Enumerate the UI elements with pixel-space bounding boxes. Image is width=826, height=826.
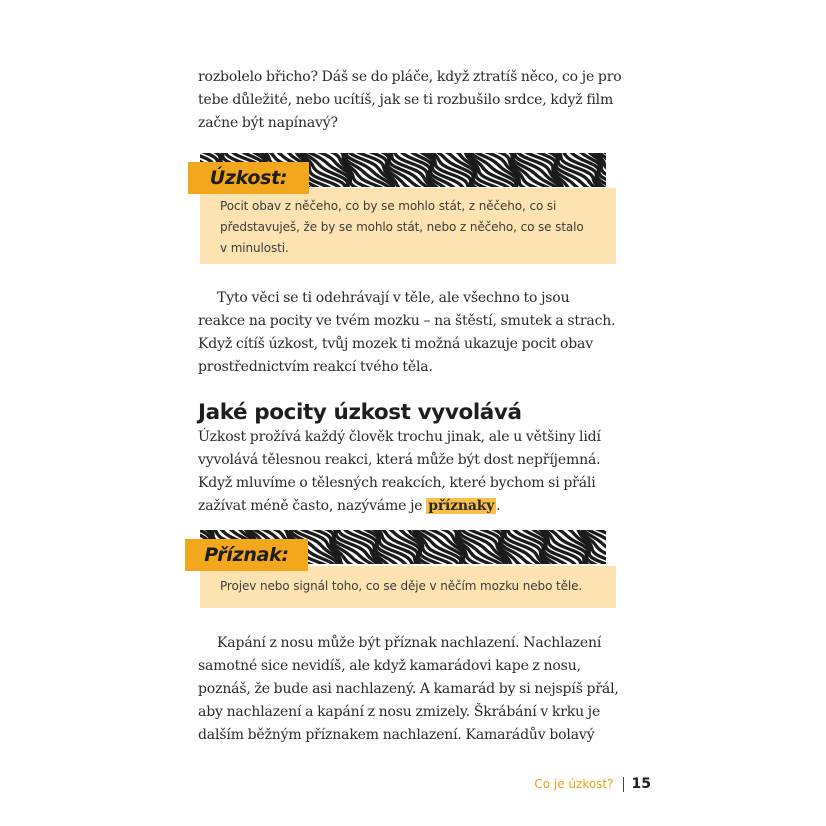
text-line: Kapání z nosu může být příznak nachlazení. Nachlazení <box>217 635 602 651</box>
page-number: 15 <box>631 776 651 792</box>
highlighted-term: příznaky <box>428 498 495 514</box>
footer-divider <box>623 777 624 792</box>
term-label-anxiety: Úzkost: <box>188 162 309 194</box>
text-line: aby nachlazení a kapání z nosu zmizely. Škrábání v krku je <box>198 704 601 720</box>
intro-paragraph <box>198 66 622 135</box>
body-paragraph-2 <box>198 426 618 518</box>
definition-line: představuješ, že by se mohlo stát, nebo z něčeho, co se stalo <box>220 220 584 234</box>
text-line: Když mluvíme o tělesných reakcích, které bychom si přáli <box>198 475 596 491</box>
text-line: Když cítíš úzkost, tvůj mozek ti možná ukazuje pocit obav <box>198 336 594 352</box>
text-line: reakce na pocity ve tvém mozku – na štěstí, smutek a strach. <box>198 313 616 329</box>
definition-line: v minulosti. <box>220 241 289 255</box>
definition-line: Pocit obav z něčeho, co by se mohlo stát, z něčeho, co si <box>220 199 557 213</box>
text-line: začne být napínavý? <box>198 115 338 131</box>
text-line: Úzkost prožívá každý člověk trochu jinak, ale u většiny lidí <box>198 429 601 445</box>
body-paragraph-3 <box>198 632 618 747</box>
definition-line: Projev nebo signál toho, co se děje v něčím mozku nebo těle. <box>220 579 583 593</box>
text-line: zažívat méně často, nazýváme je příznaky . <box>198 498 501 514</box>
page-footer <box>534 776 651 792</box>
text-line: vyvolává tělesnou reakci, která může být dost nepříjemná. <box>198 452 601 468</box>
term-label-symptom: Příznak: <box>185 539 308 571</box>
text-line: tebe důležité, nebo ucítíš, jak se ti rozbušilo srdce, když film <box>198 92 614 108</box>
text-line: dalším běžným příznakem nachlazení. Kamarádův bolavý <box>198 727 595 743</box>
text-line: prostřednictvím reakcí tvého těla. <box>198 359 433 375</box>
text-line: poznáš, že bude asi nachlazený. A kamarád by si nejspíš přál, <box>198 681 619 697</box>
text-line: rozbolelo břicho? Dáš se do pláče, když ztratíš něco, co je pro <box>198 69 622 85</box>
definition-box-symptom <box>200 566 616 608</box>
chapter-title: Co je úzkost? <box>534 777 614 791</box>
definition-box-anxiety <box>200 188 616 264</box>
body-paragraph-1 <box>198 287 618 379</box>
text-line: Tyto věci se ti odehrávají v těle, ale všechno to jsou <box>217 290 570 306</box>
section-heading: Jaké pocity úzkost vyvolává <box>198 400 522 425</box>
text-line: samotné sice nevidíš, ale když kamarádovi kape z nosu, <box>198 658 581 674</box>
